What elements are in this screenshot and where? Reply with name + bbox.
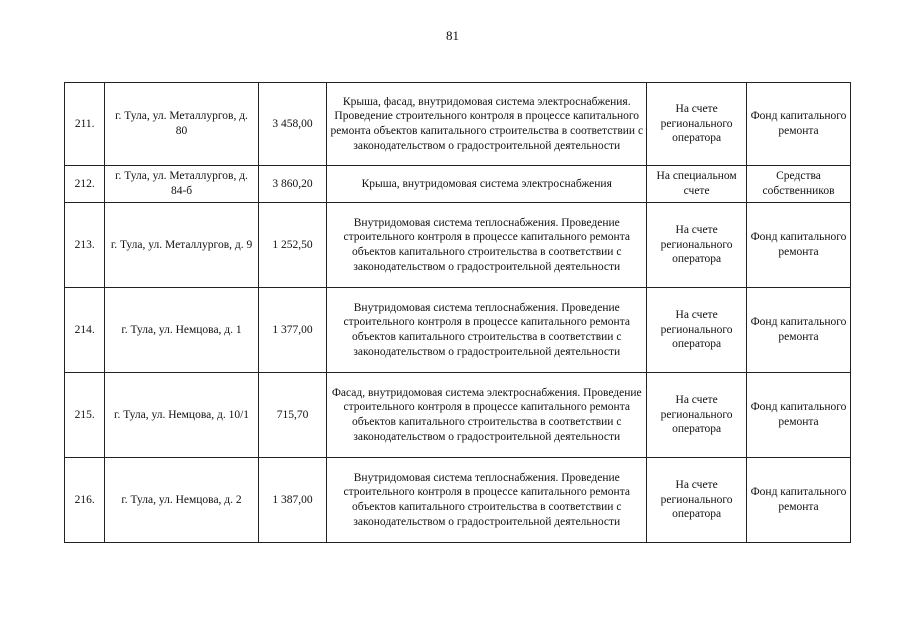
cost-cell: 1 387,00 bbox=[258, 458, 327, 543]
table-row bbox=[65, 83, 851, 166]
address-cell: г. Тула, ул. Металлургов, д. 84-б bbox=[105, 166, 258, 203]
row-number: 211. bbox=[65, 83, 105, 166]
row-number: 213. bbox=[65, 203, 105, 288]
row-number: 212. bbox=[65, 166, 105, 203]
row-number: 216. bbox=[65, 458, 105, 543]
account-cell: На счете регионального оператора bbox=[647, 373, 747, 458]
works-cell: Внутридомовая система теплоснабжения. Проведение строительного контроля в процессе капитального ремонта объектов капитального строительства в соответствии с законодательством о градостроительной деятельности bbox=[327, 458, 647, 543]
address-cell: г. Тула, ул. Металлургов, д. 9 bbox=[105, 203, 258, 288]
table-row bbox=[65, 458, 851, 543]
works-cell: Крыша, внутридомовая система электроснабжения bbox=[327, 166, 647, 203]
repair-program-table bbox=[64, 82, 851, 543]
table-row bbox=[65, 373, 851, 458]
account-cell: На счете регионального оператора bbox=[647, 203, 747, 288]
page-number: 81 bbox=[446, 28, 459, 43]
cost-cell: 1 377,00 bbox=[258, 288, 327, 373]
works-cell: Внутридомовая система теплоснабжения. Проведение строительного контроля в процессе капитального ремонта объектов капитального строительства в соответствии с законодательством о градостроительной деятельности bbox=[327, 288, 647, 373]
row-number: 215. bbox=[65, 373, 105, 458]
table-row bbox=[65, 288, 851, 373]
account-cell: На счете регионального оператора bbox=[647, 83, 747, 166]
funding-source-cell: Средства собственников bbox=[747, 166, 851, 203]
row-number: 214. bbox=[65, 288, 105, 373]
funding-source-cell: Фонд капитального ремонта bbox=[747, 83, 851, 166]
funding-source-cell: Фонд капитального ремонта bbox=[747, 203, 851, 288]
works-cell: Внутридомовая система теплоснабжения. Проведение строительного контроля в процессе капитального ремонта объектов капитального строительства в соответствии с законодательством о градостроительной деятельности bbox=[327, 203, 647, 288]
works-cell: Фасад, внутридомовая система электроснабжения. Проведение строительного контроля в процессе капитального ремонта объектов капитального строительства в соответствии с законодательством о градостроительной деятельности bbox=[327, 373, 647, 458]
funding-source-cell: Фонд капитального ремонта bbox=[747, 458, 851, 543]
table-row bbox=[65, 203, 851, 288]
account-cell: На счете регионального оператора bbox=[647, 458, 747, 543]
account-cell: На счете регионального оператора bbox=[647, 288, 747, 373]
cost-cell: 3 860,20 bbox=[258, 166, 327, 203]
account-cell: На специальном счете bbox=[647, 166, 747, 203]
funding-source-cell: Фонд капитального ремонта bbox=[747, 373, 851, 458]
address-cell: г. Тула, ул. Немцова, д. 2 bbox=[105, 458, 258, 543]
cost-cell: 3 458,00 bbox=[258, 83, 327, 166]
address-cell: г. Тула, ул. Немцова, д. 10/1 bbox=[105, 373, 258, 458]
table-row bbox=[65, 166, 851, 203]
funding-source-cell: Фонд капитального ремонта bbox=[747, 288, 851, 373]
address-cell: г. Тула, ул. Немцова, д. 1 bbox=[105, 288, 258, 373]
cost-cell: 1 252,50 bbox=[258, 203, 327, 288]
address-cell: г. Тула, ул. Металлургов, д. 80 bbox=[105, 83, 258, 166]
cost-cell: 715,70 bbox=[258, 373, 327, 458]
works-cell: Крыша, фасад, внутридомовая система электроснабжения. Проведение строительного контроля в процессе капитального ремонта объектов капитального строительства в соответствии с законодательством о градостроительной деятельности bbox=[327, 83, 647, 166]
